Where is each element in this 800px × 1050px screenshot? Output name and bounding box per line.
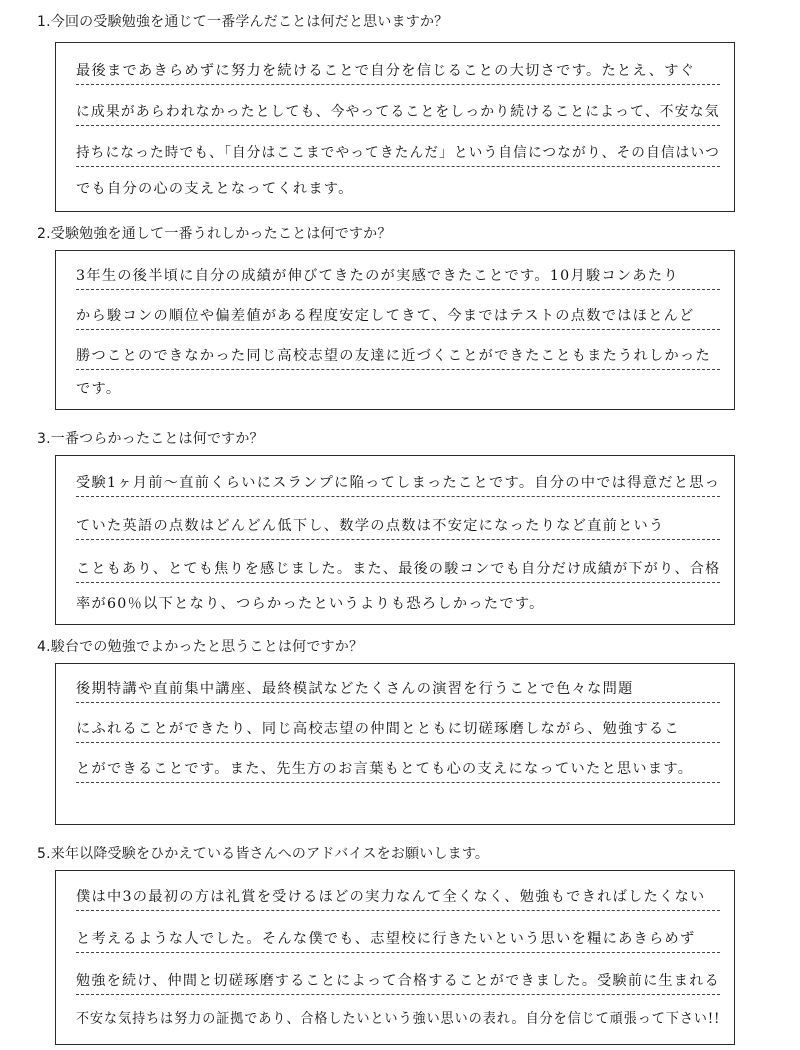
question-3: 3.一番つらかったことは何ですか？ bbox=[37, 431, 264, 447]
answer-text: から駿コンの順位や偏差値がある程度安定してきて、今まではテストの点数ではほとんど bbox=[76, 308, 695, 324]
answer-line bbox=[76, 337, 720, 370]
answer-text: 後期特講や直前集中講座、最終模試などたくさんの演習を行うことで色々な問題 bbox=[76, 681, 634, 697]
answer-line bbox=[76, 750, 720, 783]
answer-line bbox=[76, 257, 720, 290]
answer-text: こともあり、とても焦りを感じました。また、最後の駿コンでも自分だけ成績が下がり、合格 bbox=[76, 561, 721, 577]
answer-line bbox=[76, 53, 720, 85]
answer-line bbox=[76, 548, 720, 583]
answer-text: 不安な気持ちは努力の証拠であり、合格したいという強い思いの表れ。自分を信じて頑張って下さい!! bbox=[76, 1011, 721, 1027]
answer-line bbox=[76, 462, 720, 497]
answer-text: ていた英語の点数はどんどん低下し、数学の点数は不安定になったりなど直前という bbox=[76, 518, 665, 534]
answer-text: 受験1ヶ月前～直前くらいにスランプに陥ってしまったことです。自分の中では得意だと思っ bbox=[76, 475, 721, 491]
answer-text: 勉強を続け、仲間と切磋琢磨することによって合格することができました。受験前に生まれる bbox=[76, 973, 720, 989]
answer-text: 勝つことのできなかった同じ高校志望の友達に近づくことができたこともまたうれしかった bbox=[76, 348, 711, 364]
question-5: 5.来年以降受験をひかえている皆さんへのアドバイスをお願いします。 bbox=[37, 846, 490, 862]
answer-box-1 bbox=[55, 42, 735, 212]
answer-line bbox=[76, 376, 720, 402]
answer-text: とができることです。また、先生方のお言葉もとても心の支えになっていたと思います。 bbox=[76, 761, 694, 777]
answer-line bbox=[76, 877, 720, 911]
answer-text: です。 bbox=[76, 381, 122, 397]
answer-line bbox=[76, 504, 720, 540]
answer-text: 僕は中3の最初の方は礼賞を受けるほどの実力なんて全くなく、勉強もできればしたくない bbox=[76, 889, 706, 905]
answer-box-4 bbox=[55, 663, 735, 825]
answer-text: に成果があらわれなかったとしても、今やってることをしっかり続けることによって、不安な気 bbox=[76, 104, 720, 120]
answer-line bbox=[76, 919, 720, 953]
question-1: 1.今回の受験勉強を通じて一番学んだことは何だと思いますか？ bbox=[37, 14, 449, 30]
answer-line bbox=[76, 589, 720, 617]
answer-text: にふれることができたり、同じ高校志望の仲間とともに切磋琢磨しながら、勉強するこ bbox=[76, 721, 681, 737]
answer-line bbox=[76, 134, 720, 167]
answer-line bbox=[76, 710, 720, 743]
answer-line bbox=[76, 670, 720, 703]
answer-text: でも自分の心の支えとなってくれます。 bbox=[76, 181, 354, 197]
answer-box-3 bbox=[55, 455, 735, 625]
answer-line bbox=[76, 790, 720, 816]
question-4: 4.駿台での勉強でよかったと思うことは何ですか？ bbox=[37, 639, 364, 655]
answer-text: 持ちになった時でも、「自分はここまでやってきたんだ」という自信につながり、その自信はいつ bbox=[76, 145, 721, 161]
answer-text: 3年生の後半頃に自分の成績が伸びてきたのが実感できたことです。10月駿コンあたり bbox=[76, 268, 679, 284]
answer-box-2 bbox=[55, 250, 735, 410]
answer-text: と考えるような人でした。そんな僕でも、志望校に行きたいという思いを糧にあきらめず bbox=[76, 931, 696, 947]
answer-line bbox=[76, 175, 720, 202]
answer-box-5 bbox=[55, 870, 735, 1045]
answer-text: 率が60％以下となり、つらかったというよりも恐ろしかったです。 bbox=[76, 596, 545, 612]
answer-text: 最後まであきらめずに努力を続けることで自分を信じることの大切さです。たとえ、すぐ bbox=[76, 63, 696, 79]
answer-line bbox=[76, 1002, 720, 1032]
answer-line bbox=[76, 961, 720, 995]
answer-line bbox=[76, 93, 720, 126]
answer-line bbox=[76, 297, 720, 330]
question-2: 2.受験勉強を通して一番うれしかったことは何ですか？ bbox=[37, 226, 392, 242]
